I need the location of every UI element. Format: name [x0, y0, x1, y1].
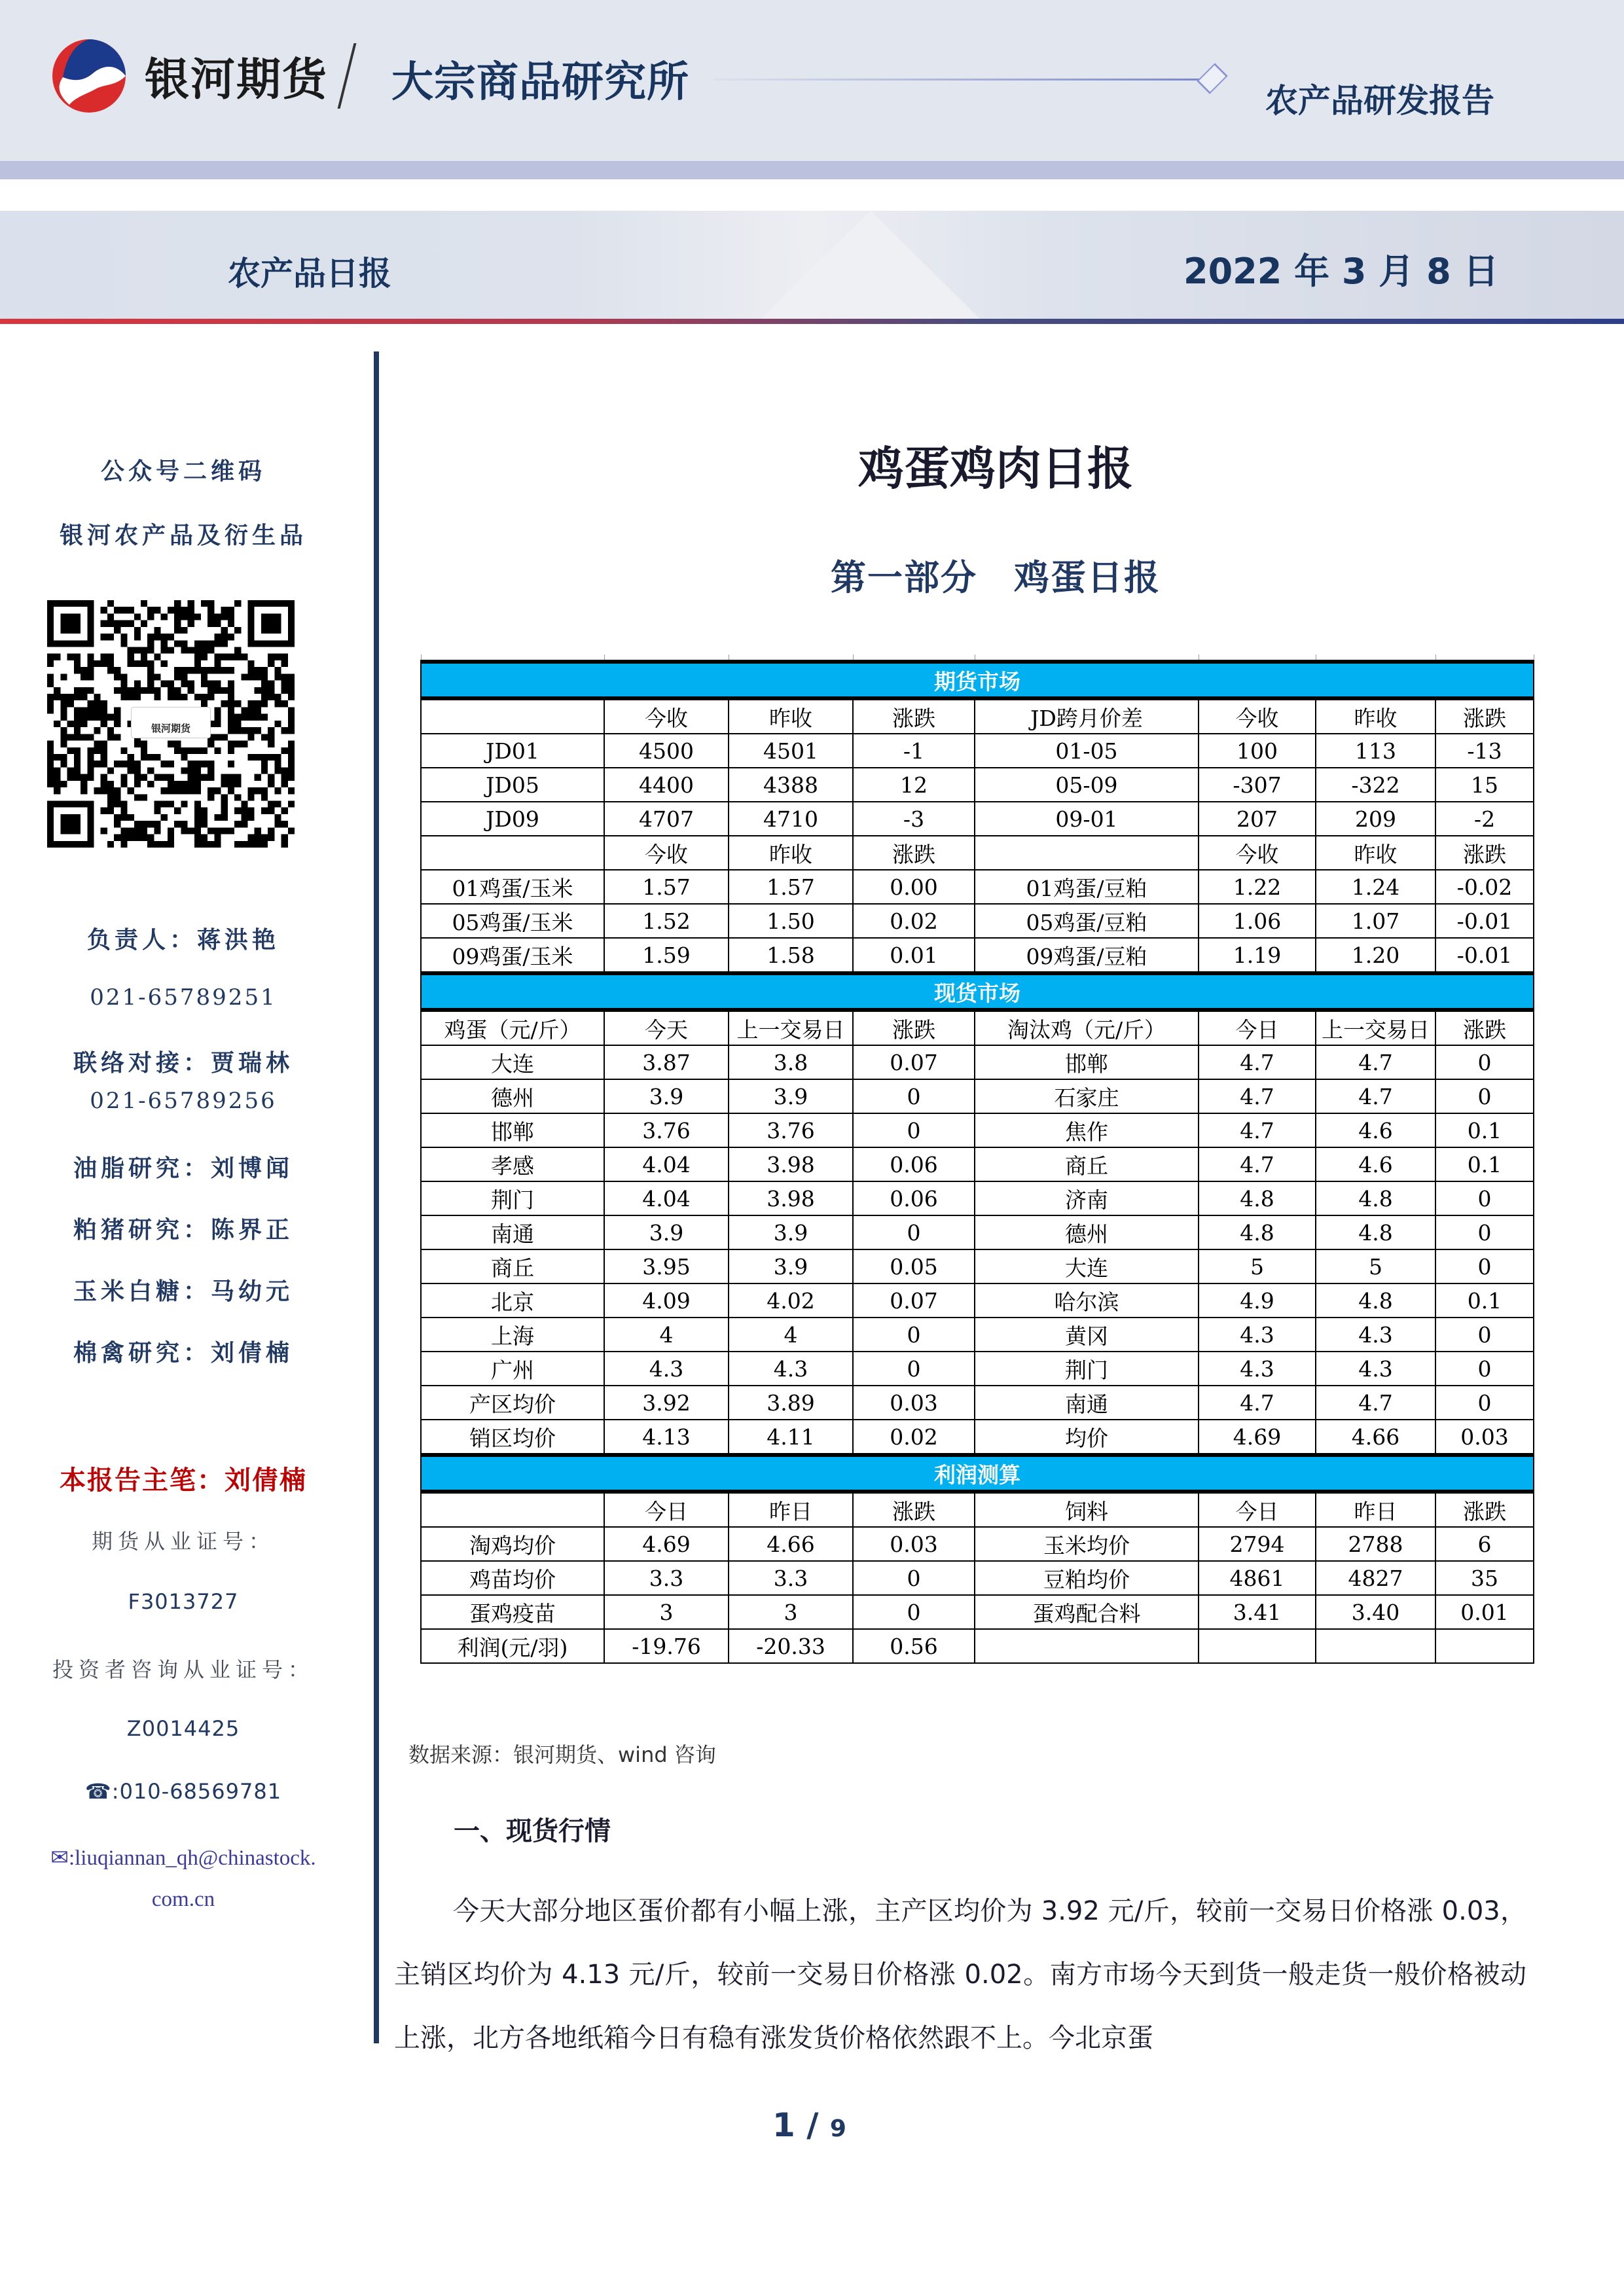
qr-title: 公众号二维码: [100, 457, 266, 485]
table-cell: 淘汰鸡（元/斤）: [975, 1010, 1199, 1045]
table-cell: 荆门: [421, 1181, 604, 1215]
table-cell: 今收: [604, 698, 729, 734]
table-cell: 4.13: [604, 1420, 729, 1455]
table-cell: 3.9: [729, 1079, 853, 1113]
table-cell: [975, 1629, 1199, 1663]
table-cell: 3.87: [604, 1045, 729, 1079]
futures-license: F3013727: [128, 1589, 239, 1614]
table-cell: 4.7: [1316, 1386, 1435, 1420]
table-cell: 鸡苗均价: [421, 1561, 604, 1595]
table-cell: 209: [1316, 802, 1435, 836]
table-cell: 今天: [604, 1010, 729, 1045]
table-cell: 3.98: [729, 1147, 853, 1181]
contact-line: 021-65789251: [90, 984, 277, 1011]
egg-data-table: [420, 655, 1534, 1664]
section-band-label: 现货市场: [421, 973, 1534, 1010]
table-cell: 北京: [421, 1283, 604, 1318]
table-cell: 0.01: [1435, 1595, 1534, 1629]
table-cell: 1.58: [729, 938, 853, 973]
table-cell: 1.57: [729, 870, 853, 904]
table-cell: 5: [1316, 1249, 1435, 1283]
contact-line: 负责人：蒋洪艳: [86, 926, 280, 954]
section-heading: 一、现货行情: [454, 1816, 611, 1846]
table-cell: 1.07: [1316, 904, 1435, 938]
table-cell: 3.3: [729, 1561, 853, 1595]
table-cell: -3: [853, 802, 975, 836]
table-cell: 0.1: [1435, 1147, 1534, 1181]
table-row: [421, 1352, 1534, 1386]
table-cell: 涨跌: [853, 1492, 975, 1527]
table-cell: 今日: [604, 1492, 729, 1527]
table-row: [421, 734, 1534, 768]
table-cell: 01鸡蛋/豆粕: [975, 870, 1199, 904]
table-cell: 4710: [729, 802, 853, 836]
table-cell: 荆门: [975, 1352, 1199, 1386]
table-cell: 4400: [604, 768, 729, 802]
table-cell: 今收: [604, 836, 729, 870]
table-stub-cell: [1435, 655, 1534, 662]
table-row: [421, 870, 1534, 904]
table-cell: 0.01: [853, 938, 975, 973]
table-cell: 4.69: [1199, 1420, 1316, 1455]
table-cell: 玉米均价: [975, 1527, 1199, 1561]
table-cell: 上一交易日: [1316, 1010, 1435, 1045]
table-cell: 1.20: [1316, 938, 1435, 973]
table-cell: 3.40: [1316, 1595, 1435, 1629]
contact-line: 玉米白糖：马幼元: [73, 1278, 293, 1305]
table-cell: 4.8: [1316, 1215, 1435, 1249]
table-cell: 昨日: [729, 1492, 853, 1527]
table-cell: 4.02: [729, 1283, 853, 1318]
table-cell: 4388: [729, 768, 853, 802]
table-row: [421, 938, 1534, 973]
contact-line: 联络对接：贾瑞林: [73, 1049, 293, 1077]
table-cell: 0.03: [853, 1386, 975, 1420]
table-cell: 0: [1435, 1079, 1534, 1113]
table-cell: 0.56: [853, 1629, 975, 1663]
table-cell: [1199, 1629, 1316, 1663]
table-cell: 4.8: [1199, 1215, 1316, 1249]
page-total: 9: [829, 2115, 846, 2142]
table-cell: 0.02: [853, 1420, 975, 1455]
table-cell: 涨跌: [853, 1010, 975, 1045]
table-cell: 3.9: [729, 1215, 853, 1249]
table-cell: 4.66: [729, 1527, 853, 1561]
table-cell: 3.41: [1199, 1595, 1316, 1629]
table-cell: 南通: [421, 1215, 604, 1249]
phone: ☎:010-68569781: [84, 1779, 282, 1804]
table-cell: 0.06: [853, 1147, 975, 1181]
table-cell: 3.9: [729, 1249, 853, 1283]
table-cell: 昨收: [729, 698, 853, 734]
table-cell: 4.66: [1316, 1420, 1435, 1455]
table-cell: 05鸡蛋/玉米: [421, 904, 604, 938]
table-cell: 涨跌: [1435, 698, 1534, 734]
table-cell: -2: [1435, 802, 1534, 836]
sidebar-divider: [374, 351, 379, 2043]
section-title: 第一部分 鸡蛋日报: [831, 557, 1161, 598]
table-cell: 1.50: [729, 904, 853, 938]
table-row: [421, 1386, 1534, 1420]
table-cell: 0: [853, 1113, 975, 1147]
table-cell: 商丘: [421, 1249, 604, 1283]
institute-name: 大宗商品研究所: [391, 58, 689, 107]
table-cell: -1: [853, 734, 975, 768]
table-cell: 4861: [1199, 1561, 1316, 1595]
table-cell: -19.76: [604, 1629, 729, 1663]
table-cell: 3.8: [729, 1045, 853, 1079]
table-cell: 3.9: [604, 1215, 729, 1249]
table-row: [421, 1113, 1534, 1147]
contact-line: 油脂研究：刘博闻: [73, 1155, 293, 1182]
futures-license-label: 期货从业证号：: [91, 1529, 275, 1554]
table-cell: 6: [1435, 1527, 1534, 1561]
table-cell: 昨日: [1316, 1492, 1435, 1527]
table-section-band: [421, 1455, 1534, 1492]
table-cell: 上一交易日: [729, 1010, 853, 1045]
advisor-license: Z0014425: [126, 1716, 240, 1741]
table-cell: 15: [1435, 768, 1534, 802]
table-cell: 4.7: [1316, 1045, 1435, 1079]
table-cell: 5: [1199, 1249, 1316, 1283]
table-cell: -322: [1316, 768, 1435, 802]
email-link[interactable]: ✉:liuqiannan_qh@chinastock.: [50, 1846, 316, 1870]
table-cell: 黄冈: [975, 1318, 1199, 1352]
table-cell: 4.3: [729, 1352, 853, 1386]
table-cell: 广州: [421, 1352, 604, 1386]
table-cell: 3.89: [729, 1386, 853, 1420]
table-cell: 4.8: [1316, 1283, 1435, 1318]
section-band-label: 利润测算: [421, 1455, 1534, 1492]
report-type: 农产品日报: [228, 255, 391, 293]
table-row: [421, 1629, 1534, 1663]
table-cell: 4.7: [1316, 1079, 1435, 1113]
email-link-cont[interactable]: com.cn: [151, 1888, 215, 1911]
table-cell: JD05: [421, 768, 604, 802]
table-cell: 0: [1435, 1386, 1534, 1420]
table-row: [421, 1420, 1534, 1455]
table-row: [421, 1147, 1534, 1181]
table-cell: 3.98: [729, 1181, 853, 1215]
table-cell: 1.57: [604, 870, 729, 904]
table-cell: JD跨月价差: [975, 698, 1199, 734]
table-cell: 4501: [729, 734, 853, 768]
table-cell: 0.06: [853, 1181, 975, 1215]
table-cell: [1316, 1629, 1435, 1663]
table-cell: 德州: [421, 1079, 604, 1113]
table-cell: 昨收: [1316, 836, 1435, 870]
table-cell: 3.9: [604, 1079, 729, 1113]
table-cell: 0: [853, 1595, 975, 1629]
table-cell: 蛋鸡配合料: [975, 1595, 1199, 1629]
table-cell: 鸡蛋（元/斤）: [421, 1010, 604, 1045]
table-cell: 0: [1435, 1045, 1534, 1079]
table-cell: 4500: [604, 734, 729, 768]
table-cell: 涨跌: [1435, 1492, 1534, 1527]
table-row: [421, 802, 1534, 836]
table-cell: 0.1: [1435, 1283, 1534, 1318]
table-cell: 2788: [1316, 1527, 1435, 1561]
table-stub-cell: [604, 655, 729, 662]
report-date: 2022 年 3 月 8 日: [1183, 251, 1499, 292]
table-cell: 05鸡蛋/豆粕: [975, 904, 1199, 938]
table-cell: 利润(元/羽): [421, 1629, 604, 1663]
table-cell: [421, 1492, 604, 1527]
table-row: [421, 1181, 1534, 1215]
data-source: 数据来源：银河期货、wind 咨询: [408, 1742, 716, 1767]
table-stub-cell: [853, 655, 975, 662]
page-title: 鸡蛋鸡肉日报: [858, 442, 1133, 495]
table-cell: 豆粕均价: [975, 1561, 1199, 1595]
table-cell: 3.76: [604, 1113, 729, 1147]
table-cell: -0.02: [1435, 870, 1534, 904]
report-band-line: [0, 319, 1624, 324]
table-row: [421, 1249, 1534, 1283]
table-cell: JD09: [421, 802, 604, 836]
table-cell: 孝感: [421, 1147, 604, 1181]
table-cell: 01鸡蛋/玉米: [421, 870, 604, 904]
table-cell: 0.03: [853, 1527, 975, 1561]
table-cell: [975, 836, 1199, 870]
table-cell: 1.22: [1199, 870, 1316, 904]
table-cell: 0.1: [1435, 1113, 1534, 1147]
table-cell: 4.04: [604, 1147, 729, 1181]
table-row: [421, 1045, 1534, 1079]
table-cell: [421, 836, 604, 870]
table-cell: 哈尔滨: [975, 1283, 1199, 1318]
galaxy-logo-icon: [50, 37, 128, 115]
table-cell: 01-05: [975, 734, 1199, 768]
table-section-band: [421, 662, 1534, 698]
page-number: 1 / 9: [772, 2106, 846, 2144]
brand-name: 银河期货: [145, 54, 329, 106]
table-cell: -0.01: [1435, 904, 1534, 938]
table-cell: 大连: [975, 1249, 1199, 1283]
table-cell: 0: [853, 1318, 975, 1352]
table-cell: 涨跌: [1435, 1010, 1534, 1045]
table-cell: 4: [604, 1318, 729, 1352]
table-cell: 4.09: [604, 1283, 729, 1318]
table-cell: 100: [1199, 734, 1316, 768]
table-cell: -0.01: [1435, 938, 1534, 973]
table-stub-cell: [421, 655, 604, 662]
table-cell: 4.11: [729, 1420, 853, 1455]
table-row: [421, 768, 1534, 802]
contact-line: 粕猪研究：陈界正: [73, 1216, 293, 1244]
table-row: [421, 1492, 1534, 1527]
table-cell: 邯郸: [975, 1045, 1199, 1079]
table-cell: 销区均价: [421, 1420, 604, 1455]
table-cell: 今日: [1199, 1492, 1316, 1527]
table-cell: 0: [853, 1352, 975, 1386]
table-cell: 09-01: [975, 802, 1199, 836]
table-section-band: [421, 973, 1534, 1010]
table-cell: 207: [1199, 802, 1316, 836]
table-cell: 今收: [1199, 836, 1316, 870]
table-cell: 3: [729, 1595, 853, 1629]
table-cell: 1.06: [1199, 904, 1316, 938]
table-cell: 均价: [975, 1420, 1199, 1455]
table-cell: 1.52: [604, 904, 729, 938]
table-cell: 4.69: [604, 1527, 729, 1561]
table-row: [421, 836, 1534, 870]
table-cell: 1.19: [1199, 938, 1316, 973]
table-cell: 4.04: [604, 1181, 729, 1215]
table-cell: 0.07: [853, 1045, 975, 1079]
table-cell: 4.9: [1199, 1283, 1316, 1318]
table-cell: 0: [853, 1561, 975, 1595]
table-cell: 3.92: [604, 1386, 729, 1420]
table-cell: 4.3: [1316, 1318, 1435, 1352]
page-current: 1: [772, 2106, 795, 2144]
table-cell: 邯郸: [421, 1113, 604, 1147]
table-cell: 3.76: [729, 1113, 853, 1147]
table-cell: 昨收: [729, 836, 853, 870]
table-cell: 4.3: [1199, 1352, 1316, 1386]
table-cell: 4.3: [1199, 1318, 1316, 1352]
table-stub-row: [421, 655, 1534, 662]
table-cell: -307: [1199, 768, 1316, 802]
table-cell: 饲料: [975, 1492, 1199, 1527]
table-row: [421, 1527, 1534, 1561]
table-cell: -20.33: [729, 1629, 853, 1663]
table-cell: 4.6: [1316, 1113, 1435, 1147]
contact-line: 021-65789256: [90, 1088, 277, 1114]
table-stub-cell: [975, 655, 1199, 662]
table-cell: 德州: [975, 1215, 1199, 1249]
table-cell: 4.3: [604, 1352, 729, 1386]
table-cell: 2794: [1199, 1527, 1316, 1561]
table-cell: 4827: [1316, 1561, 1435, 1595]
table-row: [421, 1215, 1534, 1249]
table-cell: 113: [1316, 734, 1435, 768]
table-cell: 0: [1435, 1215, 1534, 1249]
table-cell: 05-09: [975, 768, 1199, 802]
table-cell: 12: [853, 768, 975, 802]
table-cell: 0: [1435, 1352, 1534, 1386]
body-paragraph: 今天大部分地区蛋价都有小幅上涨，主产区均价为 3.92 元/斤，较前一交易日价格涨 0.03，主销区均价为 4.13 元/斤，较前一交易日价格涨 0.02。南方市场今天到货一般走货一般价格被动上涨，北方各地纸箱今日有稳有涨发货价格依然跟不上。今北京蛋: [394, 1896, 1526, 2053]
table-cell: 焦作: [975, 1113, 1199, 1147]
table-cell: 4707: [604, 802, 729, 836]
advisor-license-label: 投资者咨询从业证号：: [52, 1657, 314, 1682]
table-cell: 今日: [1199, 1010, 1316, 1045]
table-cell: 4.8: [1316, 1181, 1435, 1215]
table-row: [421, 904, 1534, 938]
table-cell: 0.03: [1435, 1420, 1534, 1455]
table-cell: 涨跌: [853, 698, 975, 734]
table-stub-cell: [1199, 655, 1316, 662]
table-cell: 南通: [975, 1386, 1199, 1420]
qr-logo: 银河期货: [131, 707, 211, 738]
table-row: [421, 1318, 1534, 1352]
table-cell: 1.24: [1316, 870, 1435, 904]
table-cell: 大连: [421, 1045, 604, 1079]
table-cell: 4.7: [1199, 1113, 1316, 1147]
table-cell: 今收: [1199, 698, 1316, 734]
table-cell: 上海: [421, 1318, 604, 1352]
table-cell: JD01: [421, 734, 604, 768]
table-cell: 0: [853, 1215, 975, 1249]
table-row: [421, 1595, 1534, 1629]
table-cell: 35: [1435, 1561, 1534, 1595]
table-stub-cell: [729, 655, 853, 662]
table-cell: 石家庄: [975, 1079, 1199, 1113]
table-cell: 4.7: [1199, 1147, 1316, 1181]
table-row: [421, 1010, 1534, 1045]
table-cell: 1.59: [604, 938, 729, 973]
table-cell: [1435, 1629, 1534, 1663]
table-cell: 0.05: [853, 1249, 975, 1283]
table-cell: 4.7: [1199, 1386, 1316, 1420]
table-row: [421, 698, 1534, 734]
table-cell: 产区均价: [421, 1386, 604, 1420]
table-cell: 0: [853, 1079, 975, 1113]
table-cell: 0: [1435, 1181, 1534, 1215]
table-cell: [421, 698, 604, 734]
table-cell: -13: [1435, 734, 1534, 768]
table-cell: 涨跌: [853, 836, 975, 870]
table-cell: 09鸡蛋/豆粕: [975, 938, 1199, 973]
qr-subtitle: 银河农产品及衍生品: [59, 522, 307, 549]
table-cell: 济南: [975, 1181, 1199, 1215]
table-cell: 0: [1435, 1249, 1534, 1283]
table-cell: 商丘: [975, 1147, 1199, 1181]
table-cell: 0.02: [853, 904, 975, 938]
section-band-label: 期货市场: [421, 662, 1534, 698]
table-cell: 3: [604, 1595, 729, 1629]
table-cell: 4.6: [1316, 1147, 1435, 1181]
table-cell: 0: [1435, 1318, 1534, 1352]
table-cell: 蛋鸡疫苗: [421, 1595, 604, 1629]
table-cell: 4.7: [1199, 1045, 1316, 1079]
report-author: 本报告主笔：刘倩楠: [60, 1465, 307, 1496]
table-cell: 4.3: [1316, 1352, 1435, 1386]
table-cell: 昨收: [1316, 698, 1435, 734]
table-cell: 淘鸡均价: [421, 1527, 604, 1561]
header-stripe: [0, 161, 1624, 179]
table-row: [421, 1283, 1534, 1318]
report-tag: 农产品研发报告: [1265, 82, 1494, 120]
table-row: [421, 1561, 1534, 1595]
table-cell: 4.8: [1199, 1181, 1316, 1215]
table-cell: 3.3: [604, 1561, 729, 1595]
table-cell: 0.00: [853, 870, 975, 904]
table-cell: 3.95: [604, 1249, 729, 1283]
contact-line: 棉禽研究：刘倩楠: [73, 1339, 293, 1367]
table-cell: 涨跌: [1435, 836, 1534, 870]
table-cell: 0.07: [853, 1283, 975, 1318]
decorative-line: [713, 79, 1204, 81]
table-stub-cell: [1316, 655, 1435, 662]
table-cell: 4.7: [1199, 1079, 1316, 1113]
table-row: [421, 1079, 1534, 1113]
table-cell: 09鸡蛋/玉米: [421, 938, 604, 973]
table-cell: 4: [729, 1318, 853, 1352]
